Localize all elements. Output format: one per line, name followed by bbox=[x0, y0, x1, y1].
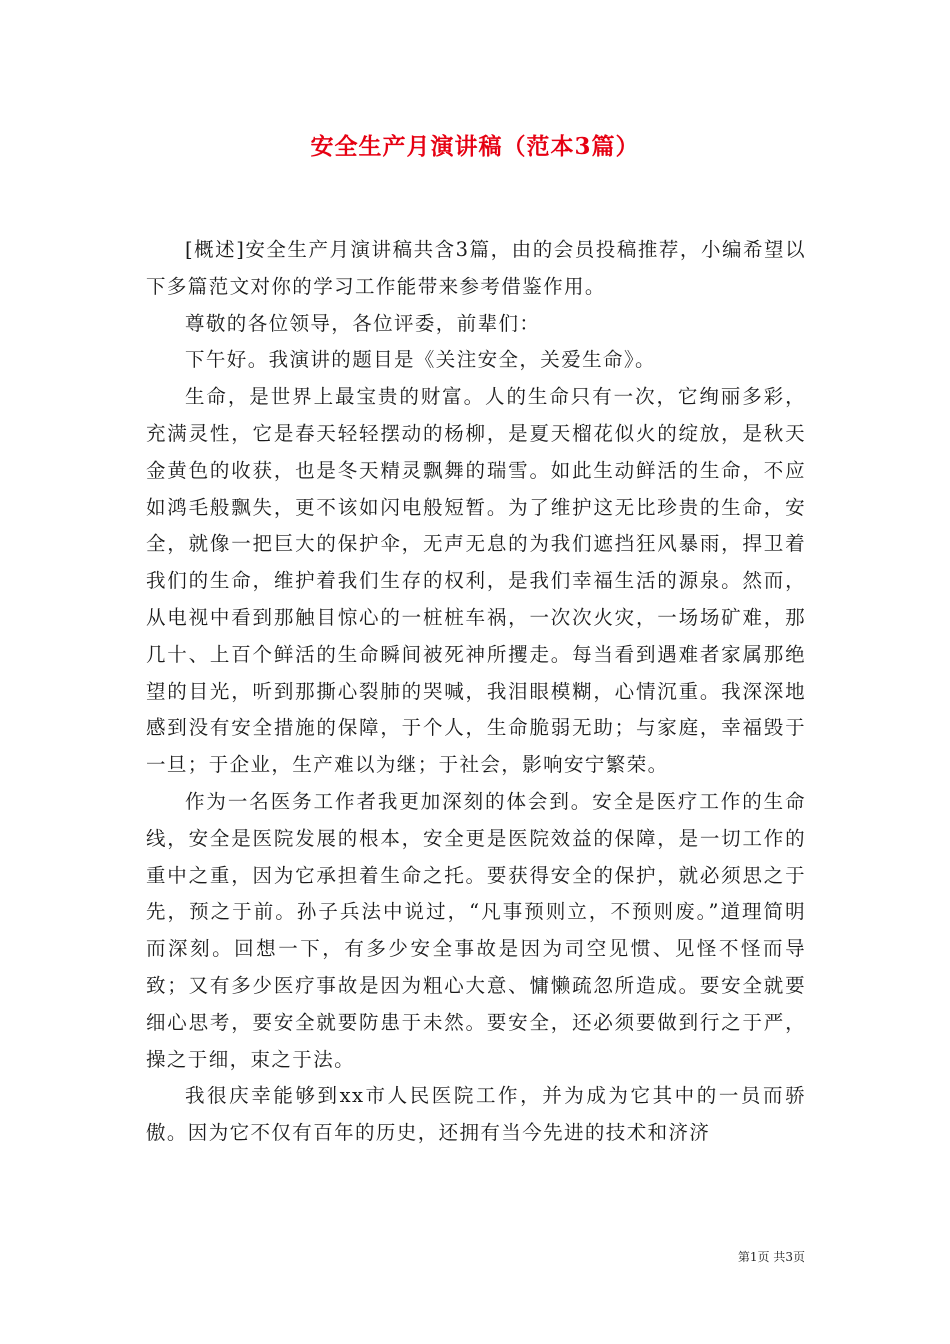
paragraph-greeting: 尊敬的各位领导，各位评委，前辈们： bbox=[185, 311, 541, 335]
paragraph-medical: 作为一名医务工作者我更加深刻的体会到。安全是医疗工作的生命线，安全是医院发展的根本，安全更是医院效益的保障，是一切工作的重中之重，因为它承担着生命之托。要获得安全的保护，就必须思之于先，预之于前。孙子兵法中说过，“凡事预则立，不预则废。”道理简明而深刻。回想一下，有多少安全事故是因为司空见惯、见怪不怪而导致；又有多少医疗事故是因为粗心大意、慵懒疏忽所造成。要安全就要细心思考，要安全就要防患于未然。要安全，还必须要做到行之于严，操之于细，束之于法。 bbox=[146, 789, 806, 1071]
document-title: 安全生产月演讲稿（范本3篇） bbox=[310, 133, 640, 160]
paragraph-summary: [概述]安全生产月演讲稿共含3篇，由的会员投稿推荐，小编希望以下多篇范文对你的学习工作能带来参考借鉴作用。 bbox=[146, 238, 806, 298]
paragraph-hospital: 我很庆幸能够到xx市人民医院工作，并为成为它其中的一员而骄傲。因为它不仅有百年的历史，还拥有当今先进的技术和济济 bbox=[146, 1084, 806, 1145]
page-number: 第1页 共3页 bbox=[737, 1250, 805, 1264]
paragraph-topic: 下午好。我演讲的题目是《关注安全，关爱生命》。 bbox=[185, 348, 656, 372]
document-body bbox=[146, 232, 806, 1152]
paragraph-life: 生命，是世界上最宝贵的财富。人的生命只有一次，它绚丽多彩，充满灵性，它是春天轻轻摆动的杨柳，是夏天榴花似火的绽放，是秋天金黄色的收获，也是冬天精灵飘舞的瑞雪。如此生动鲜活的生命，不应如鸿毛般飘失，更不该如闪电般短暂。为了维护这无比珍贵的生命，安全，就像一把巨大的保护伞，无声无息的为我们遮挡狂风暴雨，捍卫着我们的生命，维护着我们生存的权利，是我们幸福生活的源泉。然而，从电视中看到那触目惊心的一桩桩车祸，一次次火灾，一场场矿难，那几十、上百个鲜活的生命瞬间被死神所攫走。每当看到遇难者家属那绝望的目光，听到那撕心裂肺的哭喊，我泪眼模糊，心情沉重。我深深地感到没有安全措施的保障，于个人，生命脆弱无助；与家庭，幸福毁于一旦；于企业，生产难以为继；于社会，影响安宁繁荣。 bbox=[146, 385, 806, 777]
